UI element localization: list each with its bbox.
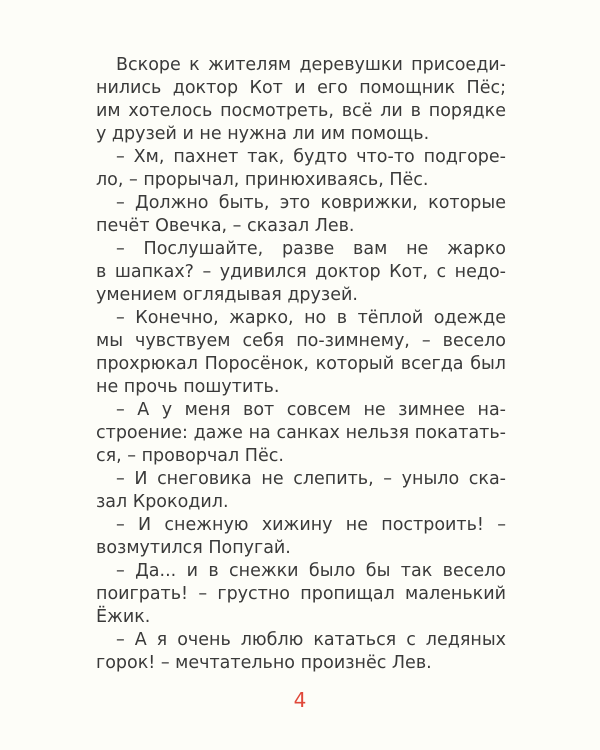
paragraph <box>96 146 506 192</box>
text-line: ло, – прорычал, принюхиваясь, Пёс. <box>96 170 429 190</box>
text-line: – Конечно, жарко, но в тёплой одежде <box>116 308 506 328</box>
paragraph <box>96 307 506 399</box>
text-line: ся, – проворчал Пёс. <box>96 446 284 466</box>
text-line: печёт Овечка, – сказал Лев. <box>96 216 355 236</box>
text-line: им хотелось посмотреть, всё ли в порядке <box>96 101 506 121</box>
page-number: 4 <box>293 688 307 712</box>
text-line: мы чувствуем себя по-зимнему, – весело <box>96 331 506 351</box>
paragraph <box>96 560 506 629</box>
text-line: – А у меня вот совсем не зимнее на- <box>116 400 506 420</box>
text-line: у друзей и не нужна ли им помощь. <box>96 124 430 144</box>
text-line: – Должно быть, это коврижки, которые <box>116 193 506 213</box>
text-line: возмутился Попугай. <box>96 538 291 558</box>
paragraph <box>96 399 506 468</box>
text-line: в шапках? – удивился доктор Кот, с недо- <box>96 262 506 282</box>
paragraph <box>96 514 506 560</box>
text-line: не прочь пошутить. <box>96 377 280 397</box>
text-line: Ёжик. <box>96 607 151 627</box>
paragraph <box>96 54 506 146</box>
paragraph <box>96 238 506 307</box>
text-line: – Хм, пахнет так, будто что-то подгоре- <box>116 147 506 167</box>
paragraph <box>96 192 506 238</box>
text-line: умением оглядывая друзей. <box>96 285 358 305</box>
story-text <box>96 54 506 675</box>
text-line: прохрюкал Поросёнок, который всегда был <box>96 354 506 374</box>
text-line: – И снежную хижину не построить! – <box>116 515 506 535</box>
paragraph <box>96 468 506 514</box>
text-line: – Да... и в снежки было бы так весело <box>116 561 506 581</box>
text-line: зал Крокодил. <box>96 492 229 512</box>
paragraph <box>96 629 506 675</box>
text-line: – А я очень люблю кататься с ледяных <box>116 630 506 650</box>
text-line: строение: даже на санках нельзя покатать- <box>96 423 506 443</box>
text-line: поиграть! – грустно пропищал маленький <box>96 584 506 604</box>
text-line: – Послушайте, разве вам не жарко <box>116 239 506 259</box>
text-line: горок! – мечтательно произнёс Лев. <box>96 653 432 673</box>
text-line: нились доктор Кот и его помощник Пёс; <box>96 78 506 98</box>
text-line: – И снеговика не слепить, – уныло ска- <box>116 469 506 489</box>
text-line: Вскоре к жителям деревушки присоеди- <box>116 55 506 75</box>
